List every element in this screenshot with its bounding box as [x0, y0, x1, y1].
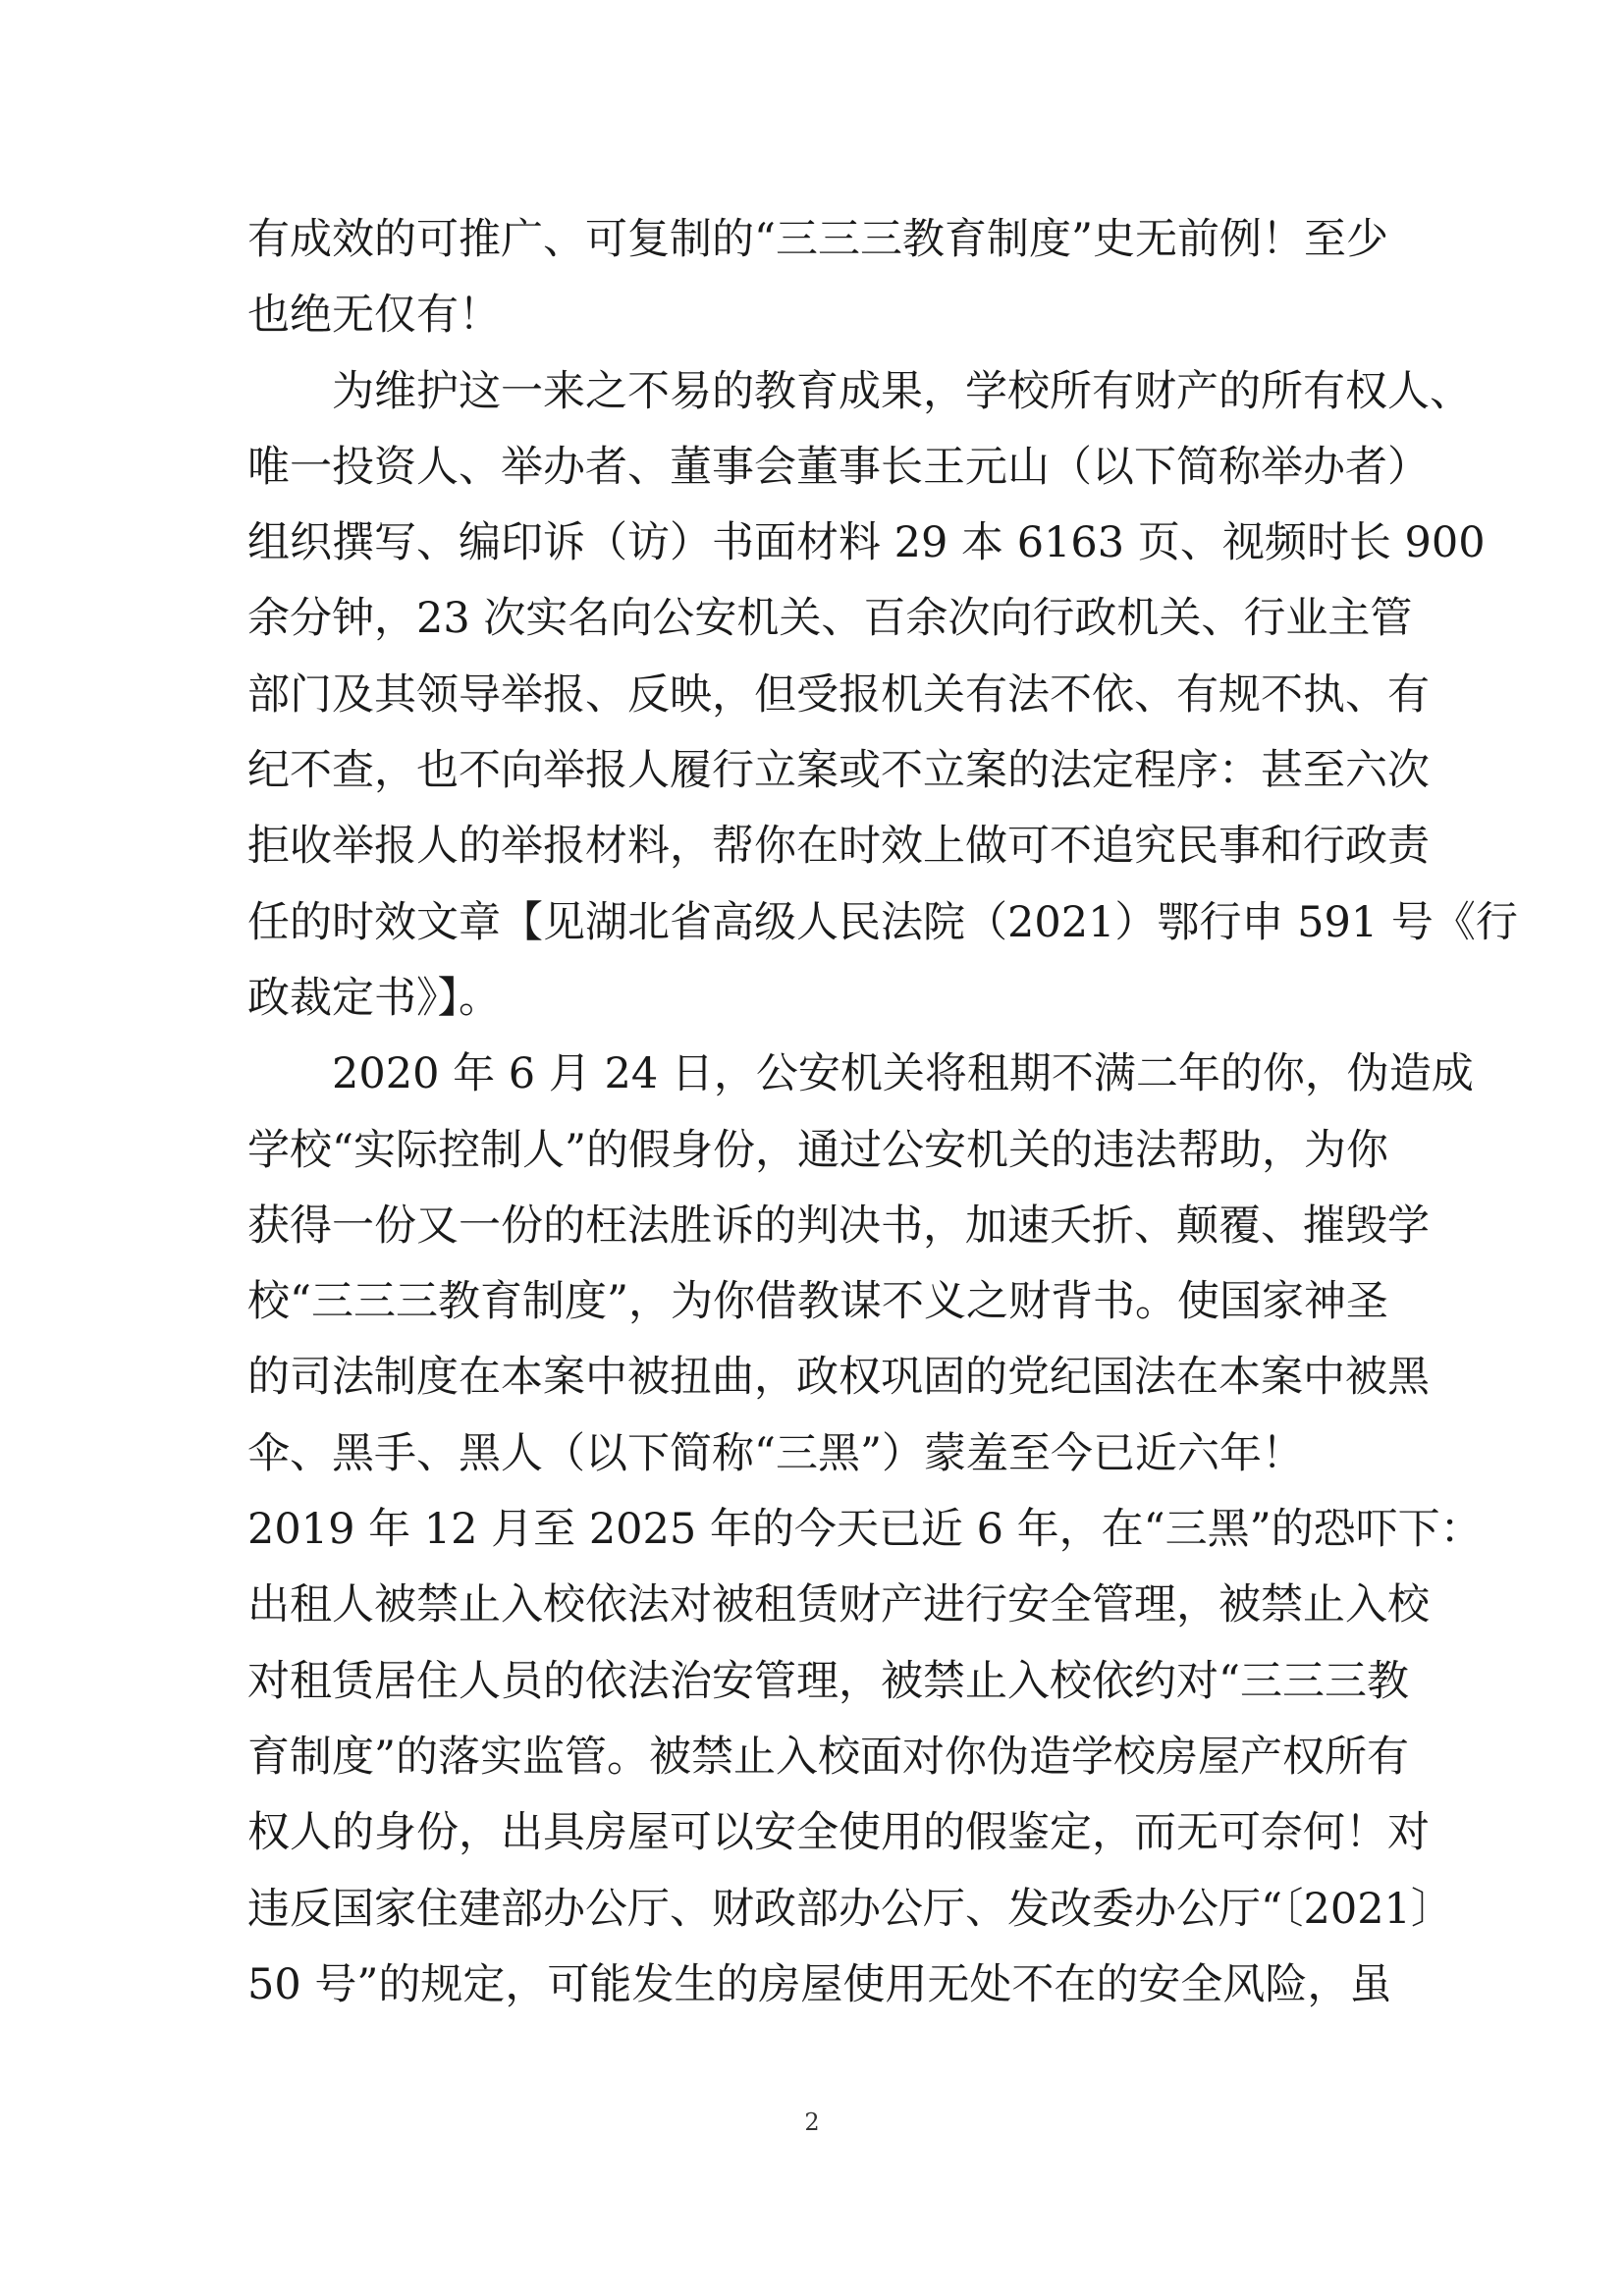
text-line: 50 号”的规定，可能发生的房屋使用无处不在的安全风险，虽 [247, 1959, 1392, 2009]
page-number: 2 [804, 2109, 820, 2136]
text-line: 学校“实际控制人”的假身份，通过公安机关的违法帮助，为你 [247, 1125, 1388, 1175]
text-line: 获得一份又一份的枉法胜诉的判决书，加速夭折、颠覆、摧毁学 [247, 1201, 1430, 1251]
text-line: 的司法制度在本案中被扭曲，政权巩固的党纪国法在本案中被黑 [247, 1353, 1430, 1403]
text-line: 有成效的可推广、可复制的“三三三教育制度”史无前例！至少 [247, 215, 1388, 264]
text-line: 伞、黑手、黑人（以下简称“三黑”）蒙羞至今已近六年！ [247, 1428, 1304, 1478]
body-text [247, 202, 1518, 2023]
text-line: 权人的身份，出具房屋可以安全使用的假鉴定，而无可奈何！对 [247, 1808, 1430, 1858]
text-line: 为维护这一来之不易的教育成果，学校所有财产的所有权人、 [332, 366, 1472, 416]
text-line: 2020 年 6 月 24 日，公安机关将租期不满二年的你，伪造成 [332, 1049, 1474, 1099]
text-line: 也绝无仅有！ [247, 291, 501, 341]
text-line: 唯一投资人、举办者、董事会董事长王元山（以下简称举办者） [247, 442, 1430, 492]
text-line: 对租赁居住人员的依法治安管理，被禁止入校依约对“三三三教 [247, 1656, 1409, 1706]
text-line: 纪不查，也不向举报人履行立案或不立案的法定程序：甚至六次 [247, 746, 1430, 796]
text-line: 拒收举报人的举报材料，帮你在时效上做可不追究民事和行政责 [247, 822, 1430, 872]
text-line: 政裁定书》】。 [247, 973, 501, 1023]
text-line: 余分钟，23 次实名向公安机关、百余次向行政机关、行业主管 [247, 594, 1413, 644]
text-line: 违反国家住建部办公厅、财政部办公厅、发改委办公厅“〔2021〕 [247, 1884, 1453, 1934]
text-line: 组织撰写、编印诉（访）书面材料 29 本 6163 页、视频时长 900 [247, 518, 1486, 568]
text-line: 2019 年 12 月至 2025 年的今天已近 6 年，在“三黑”的恐吓下： [247, 1505, 1483, 1555]
text-line: 部门及其领导举报、反映，但受报机关有法不依、有规不执、有 [247, 669, 1430, 720]
text-line: 校“三三三教育制度”，为你借教谋不义之财背书。使国家神圣 [247, 1277, 1388, 1327]
text-line: 出租人被禁止入校依法对被租赁财产进行安全管理，被禁止入校 [247, 1580, 1430, 1630]
text-line: 育制度”的落实监管。被禁止入校面对你伪造学校房屋产权所有 [247, 1732, 1409, 1782]
text-line: 任的时效文章【见湖北省高级人民法院（2021）鄂行申 591 号《行 [247, 897, 1518, 947]
